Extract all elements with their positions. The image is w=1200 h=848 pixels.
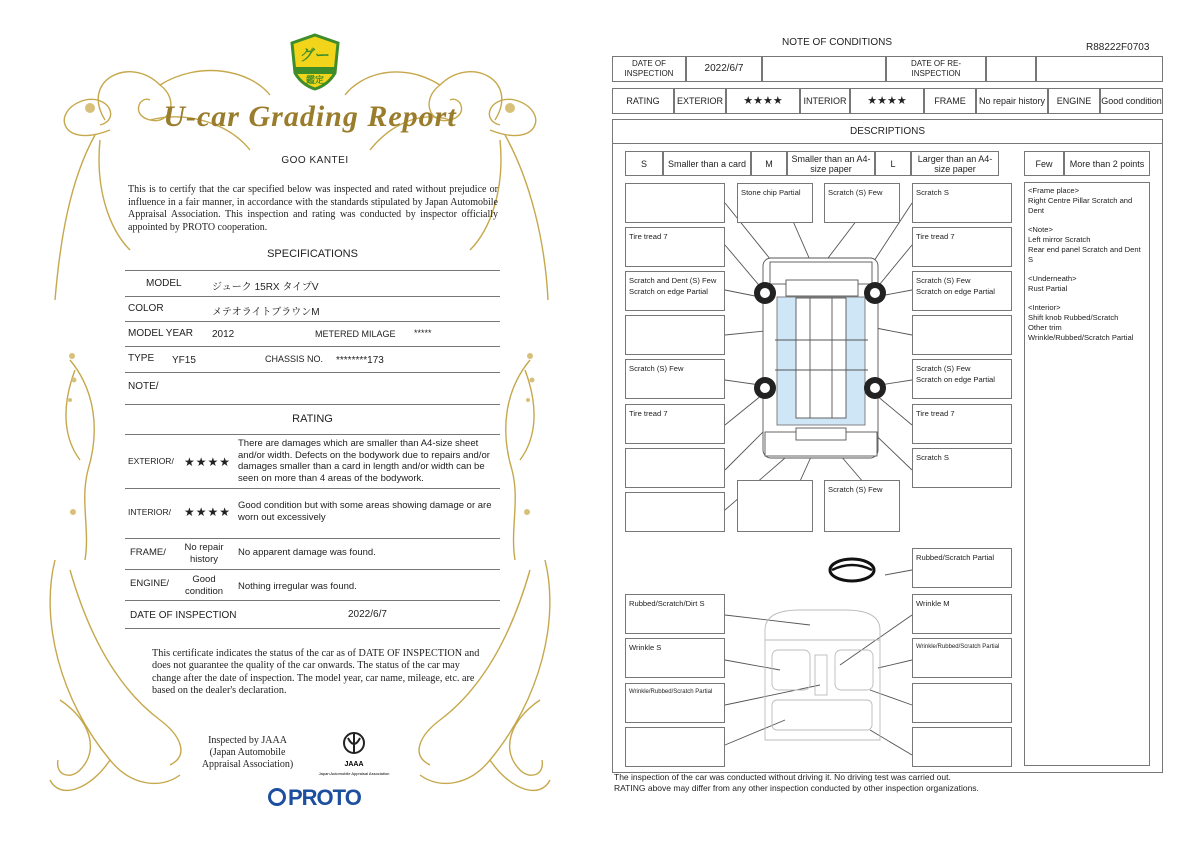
exterior-label: EXTERIOR/ xyxy=(128,456,174,466)
mileage-label: METERED MILAGE xyxy=(315,329,396,339)
side-notes xyxy=(1024,182,1150,766)
proto-logo-icon xyxy=(268,788,286,806)
legend-text-few: More than 2 points xyxy=(1064,151,1150,176)
interior-label: INTERIOR/ xyxy=(128,507,171,517)
interior-note-left-2: Rubbed/Scratch/Dirt S xyxy=(625,594,725,634)
exterior-stars: ★★★★ xyxy=(184,455,232,469)
footer-note-2: RATING above may differ from any other inspection conducted by other inspection organizations. xyxy=(614,783,979,793)
engine-description: Nothing irregular was found. xyxy=(238,581,357,592)
note-box-right-7: Scratch S xyxy=(912,448,1012,488)
note-box xyxy=(625,727,725,767)
engine-label: ENGINE/ xyxy=(130,578,170,589)
divider xyxy=(125,321,500,322)
report-title: U-car Grading Report xyxy=(163,100,457,133)
divider xyxy=(125,296,500,297)
note-line: Scratch (S) Few xyxy=(916,364,971,373)
divider xyxy=(125,404,500,405)
goo-kantei-badge-icon xyxy=(288,33,342,91)
side-note-line: Right Centre Pillar Scratch and Dent xyxy=(1028,196,1133,215)
engine-label: ENGINE xyxy=(1048,88,1100,114)
note-box xyxy=(625,315,725,355)
divider xyxy=(125,538,500,539)
note-label: NOTE/ xyxy=(128,381,159,392)
interior-label: INTERIOR xyxy=(800,88,850,114)
note-box-left-5: Scratch (S) Few xyxy=(625,359,725,399)
note-line: Scratch on edge Partial xyxy=(629,287,708,296)
side-note-line: Left mirror Scratch xyxy=(1028,235,1091,244)
type-label: TYPE xyxy=(128,353,155,364)
report-subtitle: GOO KANTEI xyxy=(281,155,349,166)
side-note-line: <Frame place> xyxy=(1028,186,1080,195)
color-label: COLOR xyxy=(128,303,164,314)
sheet-reference: R88222F0703 xyxy=(1086,42,1150,53)
note-box-right-3 xyxy=(912,271,1012,311)
note-box-left-3 xyxy=(625,271,725,311)
exterior-label: EXTERIOR xyxy=(674,88,726,114)
legend-code-m: M xyxy=(751,151,787,176)
divider xyxy=(125,372,500,373)
proto-logo-text: PROTO xyxy=(288,785,361,810)
spacer xyxy=(1028,294,1146,303)
note-box-top-right: Scratch S xyxy=(912,183,1012,223)
jaaa-logo-icon xyxy=(317,730,391,778)
descriptions-heading: DESCRIPTIONS xyxy=(612,119,1163,144)
note-line: Scratch on edge Partial xyxy=(916,287,995,296)
interior-description: Good condition but with some areas showing damage or are worn out excessively xyxy=(238,500,492,523)
exterior-description: There are damages which are smaller than A4-size sheet and/or width. Defects on the bodywork due to repairs and/or damages smaller than a card in length and/or width can be seen on more than 4 areas of the bodywork. xyxy=(238,438,490,484)
divider xyxy=(125,600,500,601)
frame-description: No apparent damage was found. xyxy=(238,547,376,558)
certificate-disclaimer: This certificate indicates the status of the car as of DATE OF INSPECTION and does not guarantee the quality of the car onwards. The status of the car may change after the date of inspection. The model year, car name, mileage, etc. are based on the dealer's declaration. xyxy=(152,648,480,697)
divider xyxy=(125,346,500,347)
rating-heading: RATING xyxy=(292,413,333,425)
interior-note-right-3: Wrinkle/Rubbed/Scratch Partial xyxy=(912,638,1012,678)
inspected-by: Inspected by JAAA (Japan Automobile Appraisal Association) xyxy=(201,735,294,770)
divider xyxy=(125,628,500,629)
divider xyxy=(125,270,500,271)
type-value: YF15 xyxy=(172,355,196,366)
certificate-statement: This is to certify that the car specified below was inspected and rated without prejudice or influence in a fair manner, in accordance with the standards stipulated by Japan Automobile Appraisal Association. This inspection and rating was conducted by inspector officially appointed by PROTO cooperation. xyxy=(128,184,498,233)
note-box-bottom-mid: Scratch (S) Few xyxy=(824,480,900,532)
sheet-title: NOTE OF CONDITIONS xyxy=(782,37,892,48)
note-line: Scratch on edge Partial xyxy=(916,375,995,384)
spacer xyxy=(1028,216,1146,225)
jaaa-logo-subtext: Japan Automobile Appraisal Association xyxy=(318,771,390,776)
divider xyxy=(125,569,500,570)
note-line: Scratch (S) Few xyxy=(916,276,971,285)
date-inspection-label: DATE OF INSPECTION xyxy=(612,56,686,82)
note-of-conditions-sheet xyxy=(600,0,1200,848)
note-box xyxy=(912,683,1012,723)
side-note-line: <Underneath> xyxy=(1028,274,1077,283)
interior-stars: ★★★★ xyxy=(850,88,924,114)
engine-value: Good condition xyxy=(184,574,224,597)
interior-stars: ★★★★ xyxy=(184,505,232,519)
model-label: MODEL xyxy=(146,278,182,289)
frame-label: FRAME/ xyxy=(130,547,166,558)
side-note-line: <Note> xyxy=(1028,225,1053,234)
date-reinspection-label: DATE OF RE-INSPECTION xyxy=(886,56,986,82)
date-of-inspection-label: DATE OF INSPECTION xyxy=(130,610,237,621)
note-line: Scratch and Dent (S) Few xyxy=(629,276,717,285)
side-note-line: Shift knob Rubbed/Scratch xyxy=(1028,313,1119,322)
note-box-left-6: Tire tread 7 xyxy=(625,404,725,444)
steering-wheel-icon xyxy=(830,559,874,581)
legend-text-l: Larger than an A4-size paper xyxy=(911,151,999,176)
note-box xyxy=(737,480,813,532)
legend-code-few: Few xyxy=(1024,151,1064,176)
model-value: ジューク 15RX タイプV xyxy=(212,282,319,293)
chassis-value: ********173 xyxy=(336,355,384,366)
rating-label: RATING xyxy=(612,88,674,114)
interior-note-right-1: Rubbed/Scratch Partial xyxy=(912,548,1012,588)
side-note-line: Rust Partial xyxy=(1028,284,1068,293)
model-year-label: MODEL YEAR xyxy=(128,328,194,339)
footer-note-1: The inspection of the car was conducted without driving it. No driving test was carried out. xyxy=(614,772,951,782)
jaaa-logo-text: JAAA xyxy=(344,761,364,768)
frame-value: No repair history xyxy=(184,542,224,565)
legend-code-s: S xyxy=(625,151,663,176)
note-box-top-mid1: Stone chip Partial xyxy=(737,183,813,223)
note-box-right-6: Tire tread 7 xyxy=(912,404,1012,444)
color-value: メテオライトブラウンM xyxy=(212,307,320,318)
mileage-value: ***** xyxy=(414,328,432,338)
note-box xyxy=(625,492,725,532)
frame-value: No repair history xyxy=(976,88,1048,114)
note-box-left-2: Tire tread 7 xyxy=(625,227,725,267)
model-year-value: 2012 xyxy=(212,329,235,340)
note-box-top-mid2: Scratch (S) Few xyxy=(824,183,900,223)
note-box-right-5 xyxy=(912,359,1012,399)
proto-logo xyxy=(268,785,361,811)
spacer xyxy=(1028,265,1146,274)
side-note-line: Wrinkle/Rubbed/Scratch Partial xyxy=(1028,333,1134,342)
note-box-right-2: Tire tread 7 xyxy=(912,227,1012,267)
divider xyxy=(125,434,500,435)
engine-value: Good condition xyxy=(1100,88,1163,114)
interior-note-right-2: Wrinkle M xyxy=(912,594,1012,634)
note-box xyxy=(625,448,725,488)
exterior-stars: ★★★★ xyxy=(726,88,800,114)
legend-text-s: Smaller than a card xyxy=(663,151,751,176)
chassis-label: CHASSIS NO. xyxy=(265,354,324,364)
svg-text:グー: グー xyxy=(299,46,331,64)
side-note-line: <Interior> xyxy=(1028,303,1061,312)
side-note-line: Other trim xyxy=(1028,323,1062,332)
specifications-heading: SPECIFICATIONS xyxy=(267,248,358,260)
interior-note-left-4: Wrinkle/Rubbed/Scratch Partial xyxy=(625,683,725,723)
note-box xyxy=(912,315,1012,355)
frame-label: FRAME xyxy=(924,88,976,114)
date-of-inspection-value: 2022/6/7 xyxy=(348,609,387,620)
date-inspection-value: 2022/6/7 xyxy=(686,56,762,82)
side-note-line: Rear end panel Scratch and Dent S xyxy=(1028,245,1141,264)
interior-note-left-3: Wrinkle S xyxy=(625,638,725,678)
note-box xyxy=(625,183,725,223)
svg-text:鑑定: 鑑定 xyxy=(305,76,325,86)
legend-code-l: L xyxy=(875,151,911,176)
legend-text-m: Smaller than an A4-size paper xyxy=(787,151,875,176)
note-box xyxy=(912,727,1012,767)
divider xyxy=(125,488,500,489)
